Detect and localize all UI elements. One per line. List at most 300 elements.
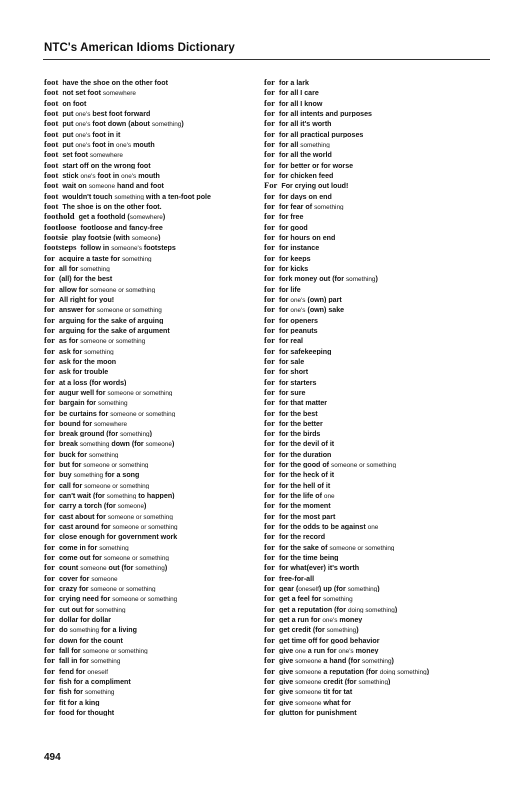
entry-headword: for (44, 293, 55, 304)
index-entry (44, 613, 259, 623)
entry-headword: for (44, 314, 55, 324)
entry-phrase: put one's foot in one's mouth (62, 140, 155, 149)
entry-phrase: stick one's foot in one's mouth (62, 171, 160, 180)
entry-phrase: for hours on end (278, 233, 336, 242)
entry-phrase: for openers (278, 316, 319, 324)
entry-headword: for (264, 335, 275, 345)
index-entry (264, 592, 479, 602)
entry-phrase: come out for someone or something (58, 554, 169, 562)
index-entry (44, 221, 259, 231)
index-entry (264, 696, 479, 706)
header-rule (43, 59, 490, 60)
entry-headword: foot (44, 149, 59, 159)
entry-headword: for (264, 283, 275, 293)
entry-phrase: for the life of one (278, 492, 335, 500)
entry-phrase: be curtains for someone or something (58, 409, 176, 417)
index-entry (264, 355, 479, 365)
entry-headword: for (264, 159, 275, 169)
entry-phrase: for kicks (278, 264, 309, 273)
entry-headword: for (44, 707, 55, 717)
index-entry (44, 520, 259, 530)
index-entry (44, 706, 259, 716)
entry-phrase: crying need for someone or something (58, 595, 178, 603)
index-entry (44, 283, 259, 293)
entry-headword: for (264, 624, 275, 634)
entry-phrase: put one's foot in it (62, 130, 121, 138)
entry-phrase: free-for-all (278, 574, 315, 583)
index-entry (264, 97, 479, 107)
entry-phrase: as for someone or something (58, 337, 146, 345)
entry-headword: for (44, 428, 55, 438)
index-entry (44, 499, 259, 509)
entry-headword: for (44, 645, 55, 655)
index-entry (44, 97, 259, 107)
entry-phrase: fork money out (for something) (278, 275, 378, 283)
entry-phrase: crazy for someone or something (58, 585, 156, 593)
entry-phrase: for all I care (278, 89, 319, 97)
entry-phrase: bargain for something (58, 399, 128, 407)
entry-headword: for (264, 707, 275, 717)
entry-phrase: get time off for good behavior (278, 636, 380, 645)
entry-phrase: cast about for someone or something (58, 512, 173, 521)
entry-phrase: for one's (own) part (278, 295, 342, 304)
entry-headword: for (264, 355, 275, 366)
entry-phrase: gear (oneself) up (for something) (278, 585, 380, 593)
entry-headword: for (264, 541, 275, 552)
entry-phrase: for the better (278, 419, 323, 428)
entry-headword: for (264, 376, 275, 386)
entry-headword: for (44, 366, 55, 376)
index-entry (44, 572, 259, 582)
entry-headword: for (264, 200, 275, 211)
entry-headword: for (264, 107, 275, 118)
entry-headword: for (44, 676, 55, 686)
index-entry (44, 530, 259, 540)
index-entry (264, 169, 479, 179)
index-entry (264, 159, 479, 169)
entry-headword: for (44, 510, 55, 521)
entry-headword: for (264, 345, 275, 355)
entry-phrase: for the heck of it (278, 471, 335, 479)
entry-phrase: cover for someone (58, 574, 118, 583)
index-entry (44, 86, 259, 96)
index-entry (44, 345, 259, 355)
entry-phrase: for days on end (278, 192, 332, 200)
index-entry (44, 407, 259, 417)
index-entry (44, 448, 259, 458)
index-entry (44, 644, 259, 654)
entry-headword: foot (44, 169, 59, 180)
entry-headword: for (44, 304, 55, 314)
index-entry (264, 386, 479, 396)
entry-headword: footsteps (44, 242, 77, 252)
entry-headword: for (264, 459, 275, 469)
entry-phrase: count someone out (for something) (58, 564, 168, 572)
entry-phrase: for better or for worse (278, 161, 354, 169)
entry-phrase: not set foot somewhere (62, 89, 136, 97)
index-entry (44, 241, 259, 251)
entry-headword: for (44, 696, 55, 707)
index-entry (264, 417, 479, 427)
index-entry (44, 592, 259, 602)
entry-headword: for (264, 87, 275, 97)
entry-phrase: break something down (for someone) (58, 440, 175, 448)
entry-headword: for (44, 655, 55, 665)
entry-phrase: for sale (278, 357, 305, 366)
entry-headword: for (44, 634, 55, 645)
index-entry (264, 706, 479, 716)
entry-headword: for (44, 252, 55, 262)
index-entry (44, 179, 259, 189)
entry-headword: for (44, 686, 55, 696)
entry-phrase: for the hell of it (278, 481, 331, 490)
entry-headword: for (44, 397, 55, 407)
entry-phrase: for starters (278, 378, 317, 386)
index-entry (264, 345, 479, 355)
entry-headword: for (44, 583, 55, 593)
entry-headword: for (264, 221, 275, 231)
entry-phrase: get a foothold (somewhere) (78, 213, 166, 221)
entry-phrase: for one's (own) sake (278, 306, 345, 314)
index-entry (264, 572, 479, 582)
index-entry (44, 458, 259, 468)
entry-headword: foot (44, 128, 59, 138)
entry-headword: for (264, 149, 275, 159)
entry-headword: for (264, 448, 275, 459)
index-entry (264, 76, 479, 86)
entry-headword: for (264, 500, 275, 510)
entry-headword: for (44, 448, 55, 459)
index-entry (44, 159, 259, 169)
entry-headword: for (264, 521, 275, 531)
index-entry (44, 324, 259, 334)
entry-headword: foothold (44, 211, 75, 221)
entry-headword: for (44, 438, 55, 448)
index-entry (264, 107, 479, 117)
entry-phrase: down for the count (58, 636, 123, 645)
entry-phrase: get a run for one's money (278, 616, 363, 624)
index-entry (264, 644, 479, 654)
entry-headword: for (44, 355, 55, 366)
entry-headword: for (264, 386, 275, 397)
entry-headword: for (264, 583, 275, 593)
index-entry (264, 437, 479, 447)
index-entry (264, 551, 479, 561)
entry-headword: for (264, 469, 275, 479)
entry-phrase: for what(ever) it's worth (278, 564, 360, 572)
entry-headword: for (264, 593, 275, 603)
entry-phrase: footloose and fancy-free (80, 223, 163, 231)
entry-headword: for (44, 459, 55, 469)
entry-phrase: start off on the wrong foot (62, 161, 151, 169)
entry-phrase: fish for something (58, 688, 115, 696)
entry-headword: for (264, 428, 275, 438)
index-entry (264, 86, 479, 96)
entry-headword: for (264, 655, 275, 665)
index-entry (264, 479, 479, 489)
index-entry (264, 396, 479, 406)
entry-phrase: give someone tit for tat (278, 688, 353, 696)
index-entry (44, 293, 259, 303)
index-entry (44, 468, 259, 478)
index-entry (44, 489, 259, 499)
entry-phrase: for all it's worth (278, 120, 332, 128)
index-entry (44, 551, 259, 561)
entry-phrase: fend for oneself (58, 667, 108, 676)
entry-phrase: for the sake of someone or something (278, 543, 395, 552)
index-entry (44, 107, 259, 117)
entry-headword: for (264, 304, 275, 314)
entry-headword: for (44, 386, 55, 397)
entry-headword: for (264, 614, 275, 624)
entry-phrase: ask for something (58, 347, 114, 355)
entry-headword: for (264, 324, 275, 335)
index-entry (44, 561, 259, 571)
entry-phrase: for the record (278, 533, 326, 541)
entry-phrase: come in for something (58, 543, 129, 552)
entry-phrase: get credit (for something) (278, 626, 359, 634)
index-entry (264, 303, 479, 313)
entry-phrase: for chicken feed (278, 171, 334, 180)
index-entry (264, 262, 479, 272)
entry-headword: for (264, 407, 275, 417)
entry-headword: for (44, 479, 55, 490)
entry-headword: For (264, 180, 278, 190)
index-entry (44, 314, 259, 324)
index-entry (44, 623, 259, 633)
entry-phrase: wait on someone hand and foot (62, 182, 164, 190)
entry-phrase: dollar for dollar (58, 616, 112, 624)
entry-headword: for (44, 335, 55, 345)
entry-headword: for (264, 696, 275, 707)
entry-headword: foot (44, 190, 59, 200)
index-entry (264, 190, 479, 200)
entry-phrase: break ground (for something) (58, 430, 152, 438)
index-entry (264, 407, 479, 417)
index-entry (44, 148, 259, 158)
entry-headword: foot (44, 180, 59, 190)
index-entry (264, 489, 479, 499)
entry-headword: for (44, 283, 55, 293)
entry-headword: for (264, 242, 275, 252)
entry-headword: for (264, 397, 275, 407)
index-entry (264, 510, 479, 520)
index-entry (44, 231, 259, 241)
entry-phrase: (all) for the best (58, 275, 113, 283)
index-entry (44, 634, 259, 644)
entry-phrase: get a reputation (for doing something) (278, 605, 398, 614)
index-entry (264, 293, 479, 303)
index-entry (44, 355, 259, 365)
entry-phrase: fall for someone or something (58, 647, 148, 655)
entry-phrase: at a loss (for words) (58, 378, 127, 386)
entry-headword: for (44, 262, 55, 273)
entry-headword: for (264, 562, 275, 572)
index-entry (264, 376, 479, 386)
entry-phrase: ask for the moon (58, 357, 117, 366)
entry-headword: foot (44, 118, 59, 128)
index-entry (264, 427, 479, 437)
index-entry (44, 675, 259, 685)
entry-phrase: on foot (62, 99, 87, 107)
entry-headword: for (264, 510, 275, 521)
entry-headword: for (264, 438, 275, 448)
entry-phrase: set foot somewhere (62, 151, 123, 159)
entry-phrase: call for someone or something (58, 481, 150, 490)
entry-headword: for (264, 138, 275, 149)
entry-headword: for (264, 128, 275, 138)
entry-phrase: for all something (278, 140, 330, 149)
entry-headword: for (44, 500, 55, 510)
entry-phrase: for free (278, 213, 304, 221)
entry-headword: foot (44, 159, 59, 169)
index-entry (264, 468, 479, 478)
index-entry (264, 613, 479, 623)
index-entry (44, 262, 259, 272)
entry-phrase: cast around for someone or something (58, 523, 178, 531)
index-entry (264, 499, 479, 509)
entry-headword: for (264, 634, 275, 645)
entry-phrase: for sure (278, 388, 306, 397)
index-entry (44, 479, 259, 489)
entry-headword: for (44, 572, 55, 583)
index-entry (264, 561, 479, 571)
entry-phrase: for life (278, 285, 301, 293)
entry-phrase: for safekeeping (278, 347, 332, 355)
entry-headword: for (264, 572, 275, 583)
index-entry (44, 386, 259, 396)
entry-headword: for (44, 324, 55, 335)
index-entry (264, 634, 479, 644)
index-entry (44, 376, 259, 386)
index-entry (264, 654, 479, 664)
running-header: NTC's American Idioms Dictionary (44, 42, 235, 54)
entry-headword: for (264, 293, 275, 304)
index-entry (44, 603, 259, 613)
entry-phrase: for peanuts (278, 326, 318, 335)
entry-headword: foot (44, 107, 59, 118)
entry-phrase: put one's best foot forward (62, 109, 151, 118)
index-entry (264, 520, 479, 530)
entry-headword: for (44, 562, 55, 572)
entry-headword: for (264, 366, 275, 376)
entry-headword: for (264, 552, 275, 562)
entry-phrase: for keeps (278, 254, 311, 262)
entry-phrase: for the best (278, 409, 318, 417)
entry-phrase: carry a torch (for someone) (58, 502, 147, 510)
page-number: 494 (44, 752, 61, 763)
entry-headword: for (264, 490, 275, 500)
entry-headword: for (264, 262, 275, 273)
entry-headword: footsie (44, 231, 68, 242)
index-entry (264, 603, 479, 613)
index-entry (44, 169, 259, 179)
entry-phrase: The shoe is on the other foot. (62, 202, 162, 211)
entry-phrase: for the time being (278, 554, 339, 562)
entry-phrase: cut out for something (58, 605, 126, 614)
index-entry (44, 200, 259, 210)
entry-headword: for (264, 77, 275, 87)
entry-phrase: get a feel for something (278, 595, 353, 603)
entry-headword: foot (44, 87, 59, 97)
index-entry (264, 179, 479, 189)
index-entry (44, 334, 259, 344)
entry-phrase: wouldn't touch something with a ten-foot pole (62, 192, 211, 200)
entry-phrase: allow for someone or something (58, 285, 156, 293)
index-entry (264, 210, 479, 220)
entry-headword: for (44, 665, 55, 676)
entry-phrase: fall in for something (58, 657, 121, 665)
index-entry (264, 334, 479, 344)
entry-phrase: for all practical purposes (278, 130, 364, 138)
entry-headword: for (44, 417, 55, 428)
entry-phrase: for all intents and purposes (278, 109, 373, 118)
entry-phrase: give someone credit (for something) (278, 678, 391, 686)
index-entry (44, 417, 259, 427)
right-column (264, 76, 479, 716)
entry-headword: foot (44, 77, 59, 87)
entry-phrase: for the devil of it (278, 440, 335, 448)
index-entry (44, 427, 259, 437)
index-entry (44, 437, 259, 447)
entry-headword: for (264, 676, 275, 686)
index-entry (44, 654, 259, 664)
entry-phrase: answer for someone or something (58, 306, 162, 314)
entry-headword: for (264, 97, 275, 107)
index-entry (264, 365, 479, 375)
entry-headword: for (44, 469, 55, 479)
index-entry (264, 665, 479, 675)
entry-headword: foot (44, 138, 59, 149)
index-entry (264, 221, 479, 231)
entry-headword: for (44, 624, 55, 634)
index-entry (44, 665, 259, 675)
entry-phrase: buy something for a song (58, 471, 140, 479)
index-entry (44, 138, 259, 148)
entry-phrase: for instance (278, 244, 320, 252)
entry-headword: for (264, 118, 275, 128)
index-entry (44, 76, 259, 86)
entry-phrase: buck for something (58, 450, 119, 459)
entry-phrase: for fear of something (278, 202, 344, 211)
entry-headword: for (264, 603, 275, 614)
entry-phrase: for that matter (278, 399, 328, 407)
entry-headword: for (264, 479, 275, 490)
entry-headword: for (264, 665, 275, 676)
entry-phrase: fish for a compliment (58, 678, 131, 686)
entry-phrase: for a lark (278, 79, 309, 87)
entry-phrase: but for someone or something (58, 461, 149, 469)
entry-phrase: all for something (58, 264, 110, 273)
entry-phrase: put one's foot down (about something) (62, 120, 184, 128)
entry-headword: for (264, 314, 275, 324)
entry-headword: for (44, 541, 55, 552)
entry-phrase: for all I know (278, 99, 323, 107)
index-entry (44, 252, 259, 262)
index-entry (44, 685, 259, 695)
entry-headword: for (44, 614, 55, 624)
index-entry (264, 685, 479, 695)
entry-headword: for (264, 190, 275, 200)
entry-headword: for (44, 273, 55, 283)
index-entry (264, 324, 479, 334)
index-entry (264, 448, 479, 458)
entry-headword: for (264, 417, 275, 428)
entry-headword: for (264, 686, 275, 696)
entry-headword: for (264, 531, 275, 541)
entry-headword: for (44, 407, 55, 417)
index-entry (44, 396, 259, 406)
